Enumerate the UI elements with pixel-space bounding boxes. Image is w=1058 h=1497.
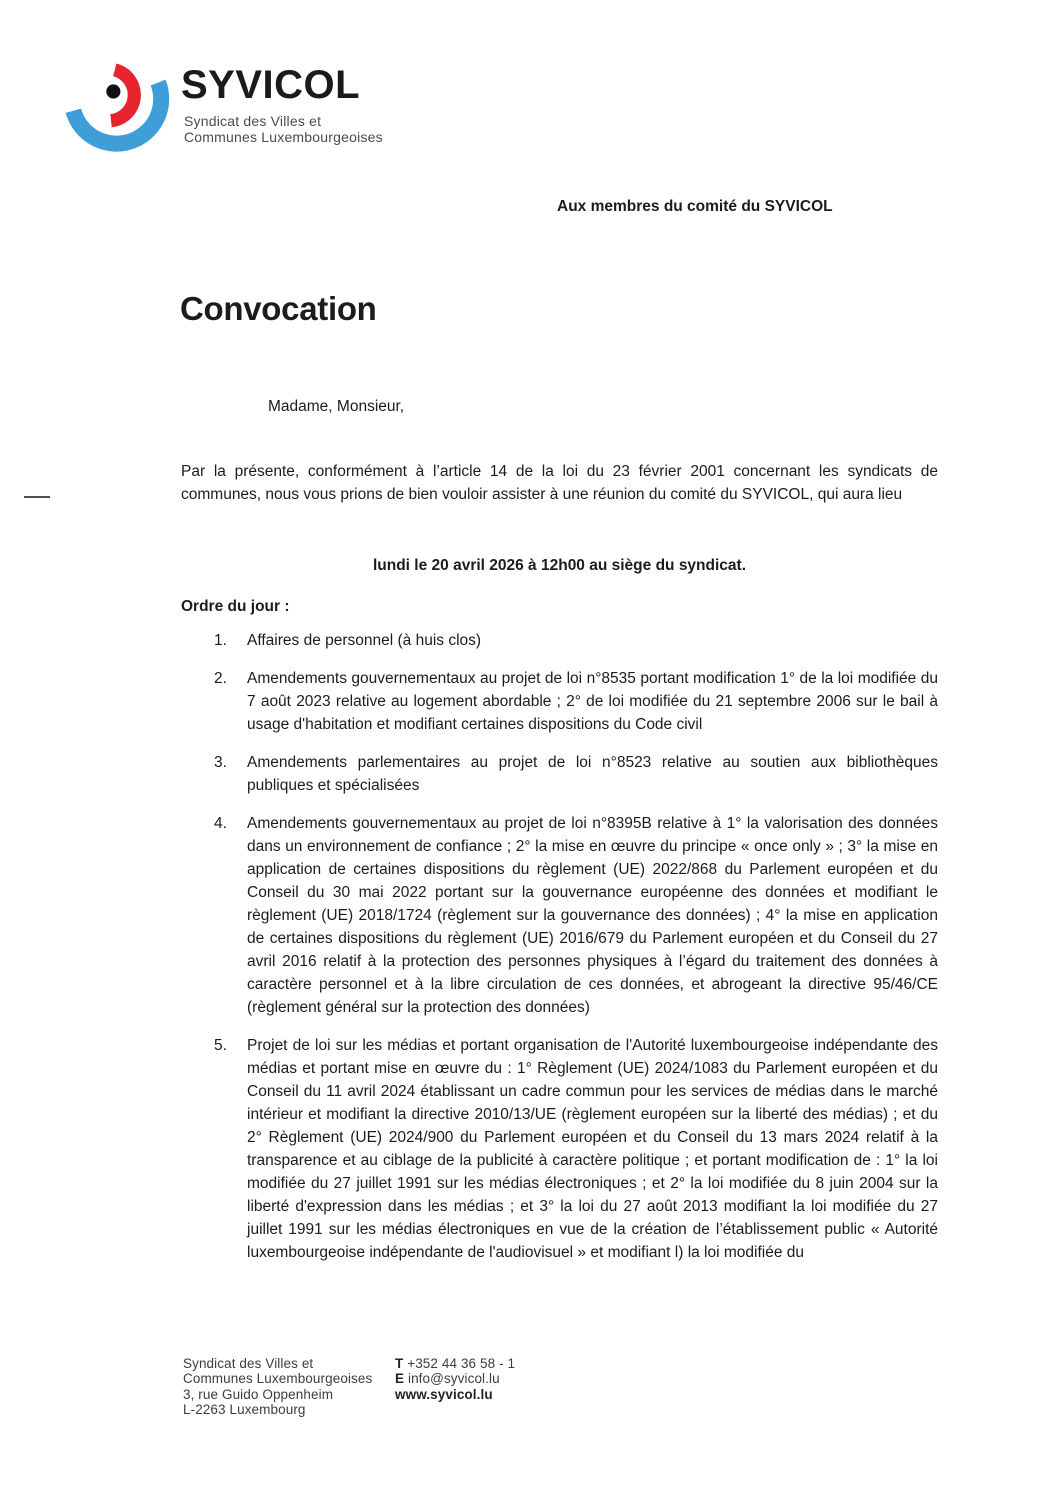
footer-website: www.syvicol.lu <box>395 1386 493 1402</box>
agenda-item-text: Projet de loi sur les médias et portant organisation de l'Autorité luxembourgeoise indépendante des médias et portant mise en œuvre du : 1° Règlement (UE) 2024/1083 du Parlement européen et du Conseil du 11 avril 2024 établissant un cadre commun pour les services de médias dans le marché intérieur et modifiant la directive 2010/13/UE (règlement européen sur la liberté des médias) ; et du 2° Règlement (UE) 2024/900 du Parlement européen et du Conseil du 13 mars 2024 relatif à la transparence et au ciblage de la publicité à caractère politique ; et portant modification de : 1° la loi modifiée du 27 juillet 1991 sur les médias électroniques ; et 2° la loi modifiée du 8 juin 2004 sur la liberté d'expression dans les médias ; et 3° la loi du 27 août 2013 modifiant la loi modifiée du 27 juillet 1991 sur les médias électroniques en vue de la création de l’établissement public « Autorité luxembourgeoise indépendante de l'audiovisuel » et modifiant l) la loi modifiée du <box>247 1037 938 1261</box>
footer-address <box>183 1356 372 1418</box>
agenda-item-text: Amendements parlementaires au projet de loi n°8523 relative au soutien aux bibliothèques publiques et spécialisées <box>247 754 938 794</box>
footer-address-line4: L-2263 Luxembourg <box>183 1402 306 1418</box>
meeting-date-line: lundi le 20 avril 2026 à 12h00 au siège du syndicat. <box>372 557 747 574</box>
agenda-item-number: 4. <box>214 815 227 832</box>
footer-email-value: info@syvicol.lu <box>407 1371 500 1387</box>
agenda-heading: Ordre du jour : <box>181 598 290 615</box>
logo-tagline <box>184 114 383 145</box>
agenda-item-number: 3. <box>214 754 227 771</box>
agenda-item-text: Amendements gouvernementaux au projet de loi n°8395B relative à 1° la valorisation des données dans un environnement de confiance ; 2° la mise en œuvre du principe « once only » ; 3° la mise en application de certaines dispositions du règlement (UE) 2022/868 du Parlement européen et du Conseil du 30 mai 2022 portant sur la gouvernance européenne des données et modifiant le règlement (UE) 2018/1724 (règlement sur la gouvernance des données) ; 4° la mise en application de certaines dispositions du règlement (UE) 2016/679 du Parlement européen et du Conseil du 27 avril 2016 relatif à la protection des personnes physiques à l’égard du traitement des données à caractère personnel et à la libre circulation de ces données, et abrogeant la directive 95/46/CE (règlement général sur la protection des données) <box>247 815 938 1016</box>
fold-mark <box>24 496 50 498</box>
agenda-item-5 <box>214 1034 938 1264</box>
footer-address-line2: Communes Luxembourgeoises <box>183 1371 373 1387</box>
footer-contact <box>395 1356 515 1402</box>
logo-dot-icon <box>106 84 120 98</box>
syvicol-logo-icon <box>63 59 176 172</box>
salutation: Madame, Monsieur, <box>268 398 405 415</box>
footer-email-line <box>395 1371 515 1386</box>
intro-paragraph: Par la présente, conformément à l’article 14 de la loi du 23 février 2001 concernant les syndicats de communes, nous vous prions de bien vouloir assister à une réunion du comité du SYVICOL, qui aura lieu <box>181 463 938 503</box>
agenda-item-number: 5. <box>214 1037 227 1054</box>
agenda-item-2 <box>214 667 938 736</box>
page-title: Convocation <box>180 290 377 327</box>
agenda-item-3 <box>214 751 938 797</box>
agenda-item-1 <box>214 629 938 652</box>
agenda-item-number: 2. <box>214 670 227 687</box>
logo-wordmark: SYVICOL <box>181 63 361 107</box>
footer-phone-line <box>395 1356 515 1371</box>
logo-tagline-line2: Communes Luxembourgeoises <box>184 128 383 145</box>
agenda-item-text: Affaires de personnel (à huis clos) <box>247 632 482 649</box>
footer-email-label: E <box>395 1371 405 1387</box>
footer-phone-value: +352 44 36 58 - 1 <box>407 1356 516 1371</box>
recipient-line: Aux membres du comité du SYVICOL <box>557 198 833 215</box>
agenda-item-4 <box>214 812 938 1019</box>
footer-phone-label: T <box>395 1356 404 1371</box>
agenda-item-text: Amendements gouvernementaux au projet de loi n°8535 portant modification 1° de la loi modifiée du 7 août 2023 relative au logement abordable ; 2° de loi modifiée du 21 septembre 2006 sur le bail à usage d'habitation et modifiant certaines dispositions du Code civil <box>247 670 938 733</box>
footer-address-line1: Syndicat des Villes et <box>183 1356 314 1371</box>
footer-address-line3: 3, rue Guido Oppenheim <box>183 1386 334 1402</box>
logo-tagline-line1: Syndicat des Villes et <box>184 113 322 129</box>
agenda-item-number: 1. <box>214 632 227 649</box>
agenda-list <box>214 629 938 1279</box>
